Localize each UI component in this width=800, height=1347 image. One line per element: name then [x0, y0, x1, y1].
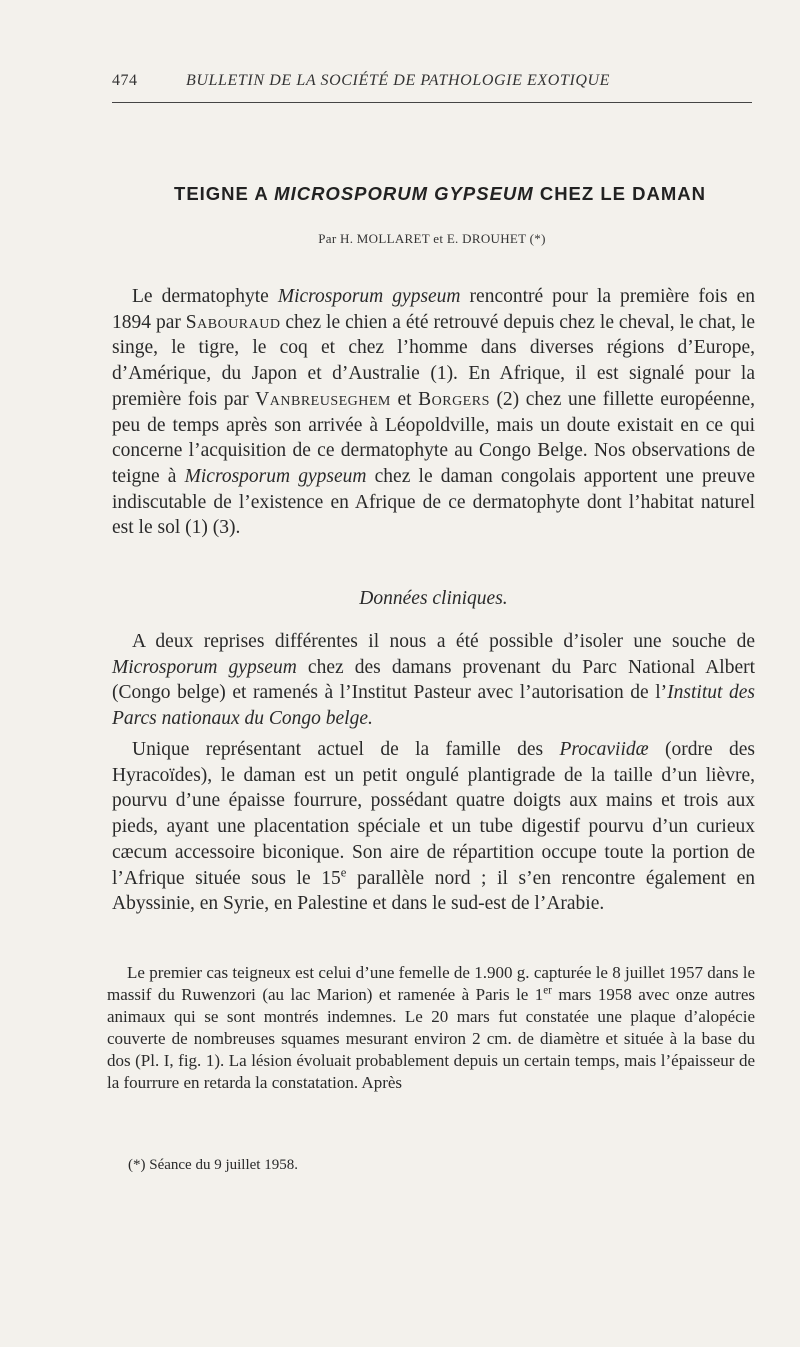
intro-text-4: et — [390, 388, 419, 410]
intro-text-1: Le dermatophyte — [132, 286, 278, 307]
title-part2: CHEZ LE DAMAN — [539, 183, 706, 204]
p2-species: Microsporum gypseum — [112, 656, 297, 678]
intro-text-2: rencontré pour la première fois en 1894 par — [112, 286, 756, 333]
title-part1: TEIGNE A — [174, 183, 269, 204]
footnote: (*) Séance du 9 juillet 1958. — [128, 1157, 298, 1173]
p3-text-1: Unique représentant actuel de la famille des — [132, 739, 560, 760]
title-species: MICROSPORUM GYPSEUM — [274, 183, 534, 204]
case-text-2: mars 1958 avec onze autres animaux qui se sont montrés indemnes. Le 20 mars fut constatée une plaque d’alopécie couverte de nombreuses squames mesurant environ 2 cm. de diamètre et située à la base du dos (Pl. I, fig. 1). La lésion évoluait probablement depuis un certain temps, mais l’épaisseur de la fourrure en retarda la constatation. Après — [107, 985, 755, 1092]
author-sabouraud: Sabouraud — [185, 311, 281, 333]
intro-text-6: chez le daman congolais apportent une preuve indiscutable de l’existence en Afrique de ce dermatophyte dont l’habitat naturel est le sol (1) (3). — [112, 465, 755, 539]
article-byline: Par H. MOLLARET et E. DROUHET (*) — [318, 231, 546, 246]
p3-superscript: e — [340, 865, 347, 880]
p2-text-2: chez des damans provenant du Parc National Albert (Congo belge) et ramenés à l’Institut Pasteur avec l’autorisation de l’ — [112, 656, 756, 704]
author-vanbreuseghem: Vanbreuseghem — [255, 388, 391, 410]
p2-institute: Institut des Parcs nationaux du Congo belge. — [112, 682, 755, 730]
clinical-paragraph-1 — [112, 629, 755, 732]
p3-text-2: (ordre des Hyracoïdes), le daman est un petit ongulé plantigrade de la taille d’un lièvre, pourvu d’une épaisse fourrure, possédant quatre doigts aux mains et trois aux pieds, ayant une placentation spéciale et un tube digestif pourvu d’un curieux cæcum accessoire biconique. Son aire de répartition occupe toute la portion de l’Afrique située sous le 15 — [112, 739, 755, 889]
intro-text-5: (2) chez une fillette européenne, peu de temps après son arrivée à Léopoldville, mais un doute existait en ce qui concerne l’acquisition de ce dermatophyte au Congo Belge. Nos observations de teigne à — [112, 388, 755, 487]
p3-family: Procaviidæ — [559, 739, 649, 760]
case-paragraph — [107, 962, 755, 1094]
p3-text-3: parallèle nord ; il s’en rencontre également en Abyssinie, en Syrie, en Palestine et dans le sud-est de l’Arabie. — [112, 867, 755, 915]
p2-text-1: A deux reprises différentes il nous a été possible d’isoler une souche de — [132, 631, 755, 652]
intro-text-3: chez le chien a été retrouvé depuis chez le cheval, le chat, le singe, le tigre, le coq et chez l’homme dans diverses régions d’Europe, d’Amérique, du Japon et d’Australie (1). En Afrique, il est signalé pour la première fois par — [112, 311, 755, 410]
header-rule — [112, 102, 752, 103]
running-header — [112, 72, 752, 96]
case-text-1: Le premier cas teigneux est celui d’une femelle de 1.900 g. capturée le 8 juillet 1957 dans le massif du Ruwenzori (au lac Marion) et ramenée à Paris le 1 — [107, 963, 755, 1004]
intro-paragraph — [112, 284, 755, 541]
intro-species-2: Microsporum gypseum — [184, 465, 367, 487]
journal-title: BULLETIN DE LA SOCIÉTÉ DE PATHOLOGIE EXOTIQUE — [186, 72, 611, 89]
case-superscript: er — [543, 984, 552, 997]
clinical-paragraph-2 — [112, 737, 755, 917]
intro-species-1: Microsporum gypseum — [277, 286, 461, 307]
article-title — [80, 183, 800, 205]
section-heading: Données cliniques. — [359, 588, 508, 609]
page-number: 474 — [112, 72, 138, 89]
author-borgers: Borgers — [418, 388, 490, 410]
